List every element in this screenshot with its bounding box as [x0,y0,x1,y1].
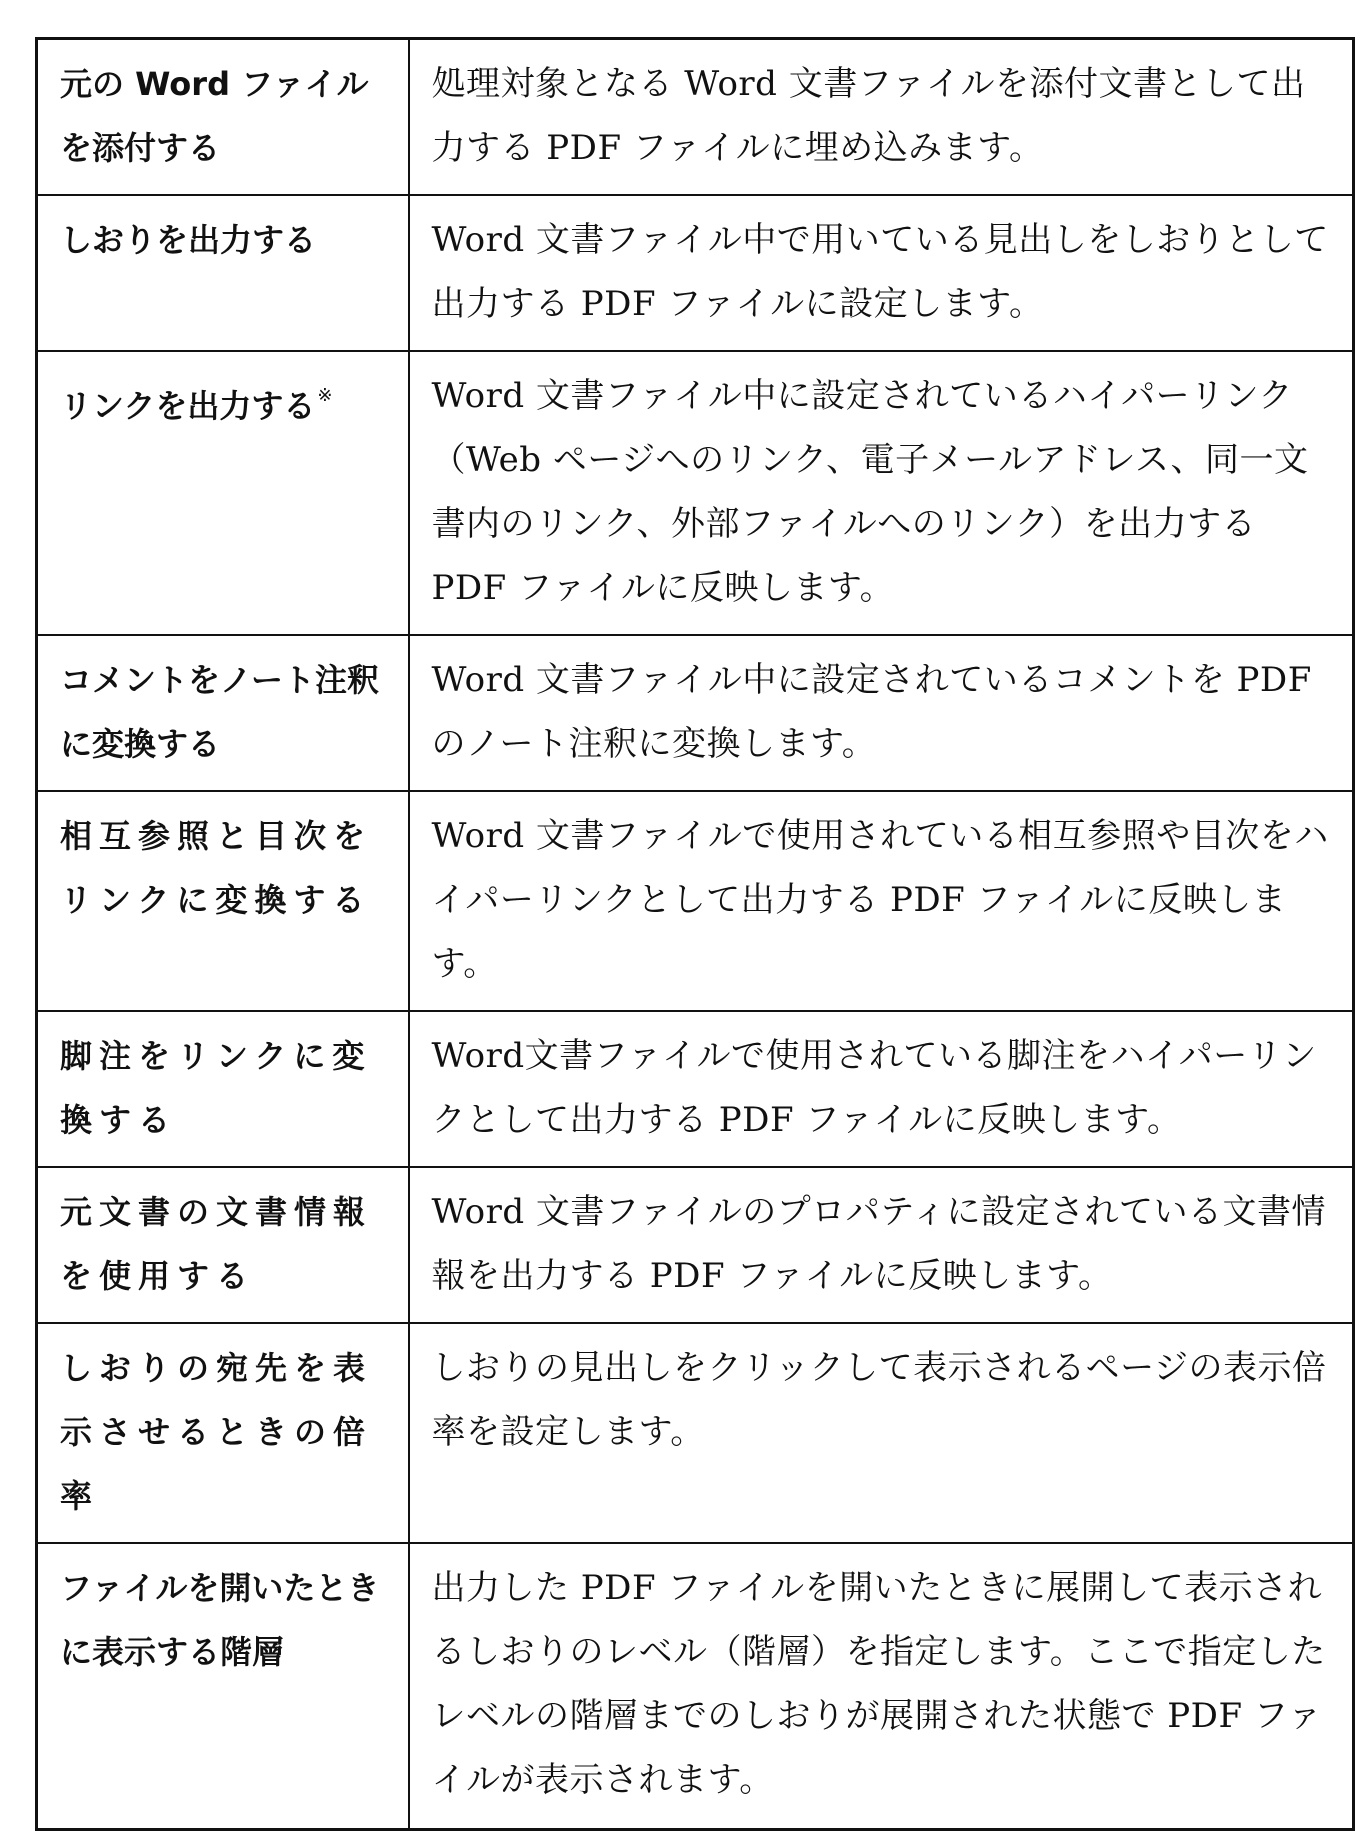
option-term: 相互参照と目次をリンクに変換する [60,817,373,919]
term-cell [37,1167,409,1323]
option-term: 元の Word ファイルを添付する [60,65,369,167]
table-row [37,1011,1354,1167]
term-cell [37,351,409,635]
table-row [37,39,1354,196]
option-description: 処理対象となる Word 文書ファイルを添付文書として出力する PDF ファイルに埋め込みます。 [431,64,1306,168]
option-description: Word 文書ファイル中に設定されているハイパーリンク（Web ページへのリンク、電子メールアドレス、同一文書内のリンク、外部ファイルへのリンク）を出力する PDF ファイルに反映します。 [431,376,1309,608]
term-cell [37,1011,409,1167]
option-term: しおりを出力する [60,221,317,259]
options-table [35,37,1355,1831]
option-term: しおりの宛先を表示させるときの倍率 [60,1349,373,1515]
description-cell [409,1323,1354,1543]
term-cell [37,791,409,1011]
option-term: リンクを出力する [60,387,316,425]
term-cell [37,1543,409,1830]
option-term: 元文書の文書情報を使用する [60,1193,373,1295]
table-row [37,1543,1354,1830]
description-cell [409,635,1354,791]
option-description: Word 文書ファイル中で用いている見出しをしおりとして出力する PDF ファイルに設定します。 [431,220,1329,324]
option-description: 出力した PDF ファイルを開いたときに展開して表示されるしおりのレベル（階層）を指定します。ここで指定したレベルの階層までのしおりが展開された状態で PDF ファイルが表示されます。 [431,1568,1326,1800]
term-cell [37,635,409,791]
option-term: コメントをノート注釈に変換する [60,661,380,763]
description-cell [409,791,1354,1011]
table-row [37,1167,1354,1323]
description-cell [409,1167,1354,1323]
table-row [37,635,1354,791]
table-row [37,1323,1354,1543]
table-row [37,791,1354,1011]
description-cell [409,351,1354,635]
term-cell [37,1323,409,1543]
option-description: Word 文書ファイルで使用されている相互参照や目次をハイパーリンクとして出力する PDF ファイルに反映します。 [431,816,1329,984]
description-cell [409,195,1354,351]
term-cell [37,195,409,351]
footnote-mark: ※ [317,385,333,406]
table-row [37,351,1354,635]
option-description: Word 文書ファイル中に設定されているコメントを PDF のノート注釈に変換します。 [431,660,1312,764]
option-term: 脚注をリンクに変換する [60,1037,372,1139]
option-term: ファイルを開いたときに表示する階層 [60,1569,380,1671]
table-row [37,195,1354,351]
description-cell [409,39,1354,196]
term-cell [37,39,409,196]
description-cell [409,1543,1354,1830]
description-cell [409,1011,1354,1167]
option-description: Word文書ファイルで使用されている脚注をハイパーリンクとして出力する PDF ファイルに反映します。 [431,1036,1317,1140]
option-description: しおりの見出しをクリックして表示されるページの表示倍率を設定します。 [431,1348,1327,1452]
option-description: Word 文書ファイルのプロパティに設定されている文書情報を出力する PDF ファイルに反映します。 [431,1192,1327,1296]
